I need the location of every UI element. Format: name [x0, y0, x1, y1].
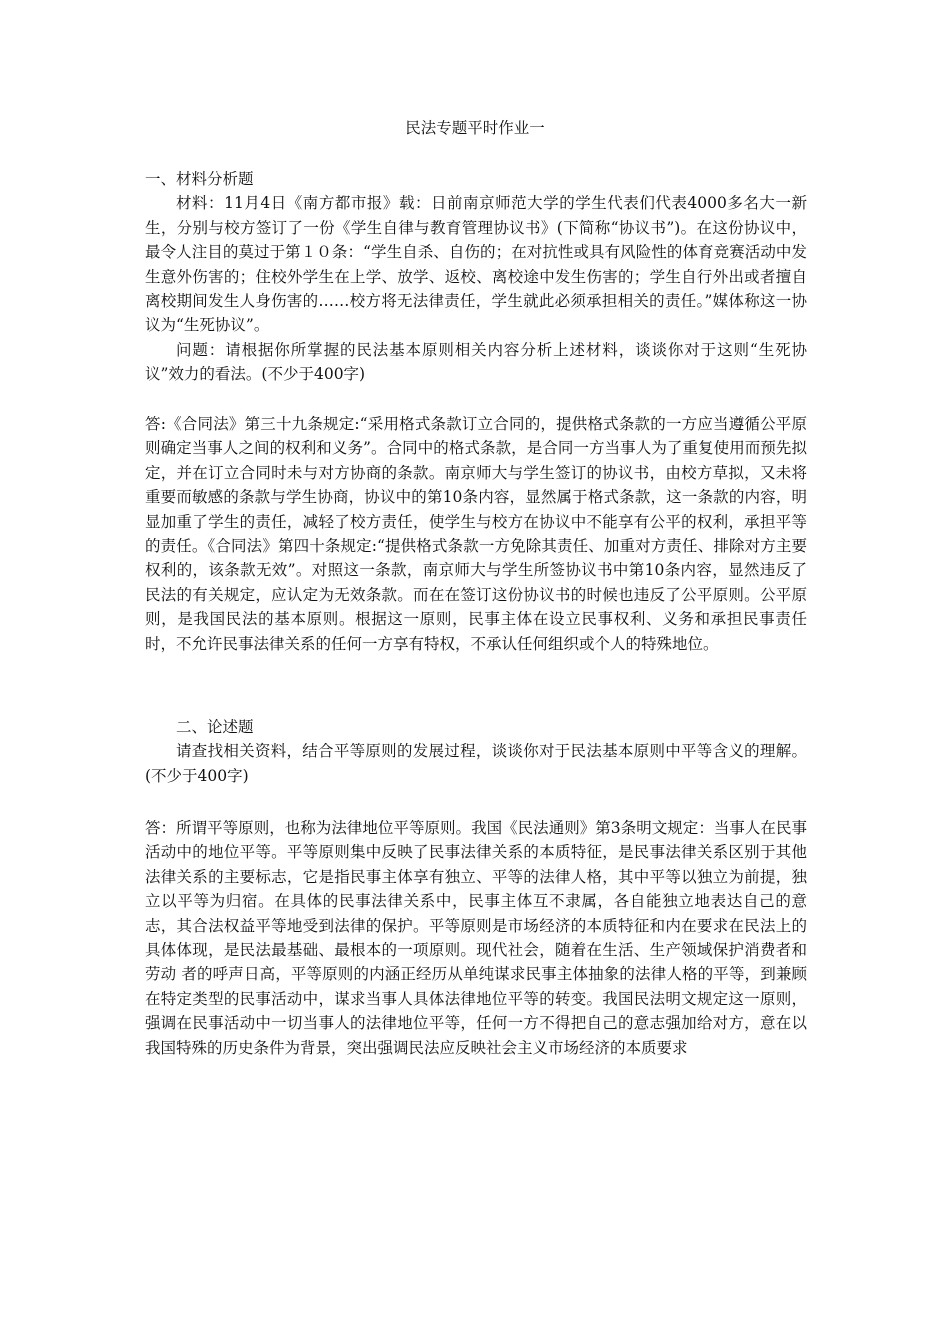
section-1-answer-block: [145, 412, 807, 656]
section-2-question: 请查找相关资料，结合平等原则的发展过程，谈谈你对于民法基本原则中平等含义的理解。(不少于400字): [145, 742, 807, 785]
section-1: [145, 167, 807, 387]
section-1-heading: 一、材料分析题: [145, 170, 254, 188]
section-2-answer-block: [145, 816, 807, 1060]
section-2-heading: 二、论述题: [176, 718, 254, 736]
section-2-answer: 答：所谓平等原则，也称为法律地位平等原则。我国《民法通则》第3条明文规定：当事人在民事活动中的地位平等。平等原则集中反映了民事法律关系的本质特征，是民事法律关系区别于其他法律关系的主要标志，它是指民事主体享有独立、平等的法律人格，其中平等以独立为前提，独立以平等为归宿。在具体的民事法律关系中，民事主体互不隶属，各自能独立地表达自己的意志，其合法权益平等地受到法律的保护。平等原则是市场经济的本质特征和内在要求在民法上的具体体现，是民法最基础、最根本的一项原则。现代社会，随着在生活、生产领域保护消费者和劳动 者的呼声日高，平等原则的内涵正经历从单纯谋求民事主体抽象的法律人格的平等，到兼顾 在特定类型的民事活动中，谋求当事人具体法律地位平等的转变。我国民法明文规定这一原则，强调在民事活动中一切当事人的法律地位平等，任何一方不得把自己的意志强加给对方，意在以我国特殊的历史条件为背景，突出强调民法应反映社会主义市场经济的本质要求: [145, 819, 807, 1057]
section-1-answer: 答:《合同法》第三十九条规定:“采用格式条款订立合同的，提供格式条款的一方应当遵循公平原则确定当事人之间的权利和义务”。合同中的格式条款，是合同一方当事人为了重复使用而预先拟定，并在订立合同时未与对方协商的条款。南京师大与学生签订的协议书，由校方草拟，又未将重要而敏感的条款与学生协商，协议中的第10条内容，显然属于格式条款，这一条款的内容，明显加重了学生的责任，减轻了校方责任，使学生与校方在协议中不能享有公平的权利，承担平等的责任。《合同法》第四十条规定:“提供格式条款一方免除其责任、加重对方责任、排除对方主要权利的，该条款无效”。对照这一条款，南京师大与学生所签协议书中第10条内容，显然违反了民法的有关规定，应认定为无效条款。而在在签订这份协议书的时候也违反了公平原则。公平原则，是我国民法的基本原则。根据这一原则，民事主体在设立民事权利、义务和承担民事责任时，不允许民事法律关系的任何一方享有特权，不承认任何组织或个人的特殊地位。: [145, 415, 807, 653]
document-title: 民法专题平时作业一: [405, 119, 545, 137]
section-1-question: 问题：请根据你所掌握的民法基本原则相关内容分析上述材料，谈谈你对于这则“生死协议”效力的看法。(不少于400字): [145, 340, 807, 384]
section-2: [145, 715, 807, 788]
section-1-material: 材料：11月4日《南方都市报》载：日前南京师范大学的学生代表们代表4000多名大一新生，分别与校方签订了一份《学生自律与教育管理协议书》(下简称“协议书”)。在这份协议中，最令人注目的莫过于第１０条：“学生自杀、自伤的；在对抗性或具有风险性的体育竞赛活动中发生意外伤害的；住校外学生在上学、放学、返校、离校途中发生伤害的；学生自行外出或者擅自离校期间发生人身伤害的……校方将无法律责任，学生就此必须承担相关的责任。”媒体称这一协议为“生死协议”。: [145, 194, 807, 335]
